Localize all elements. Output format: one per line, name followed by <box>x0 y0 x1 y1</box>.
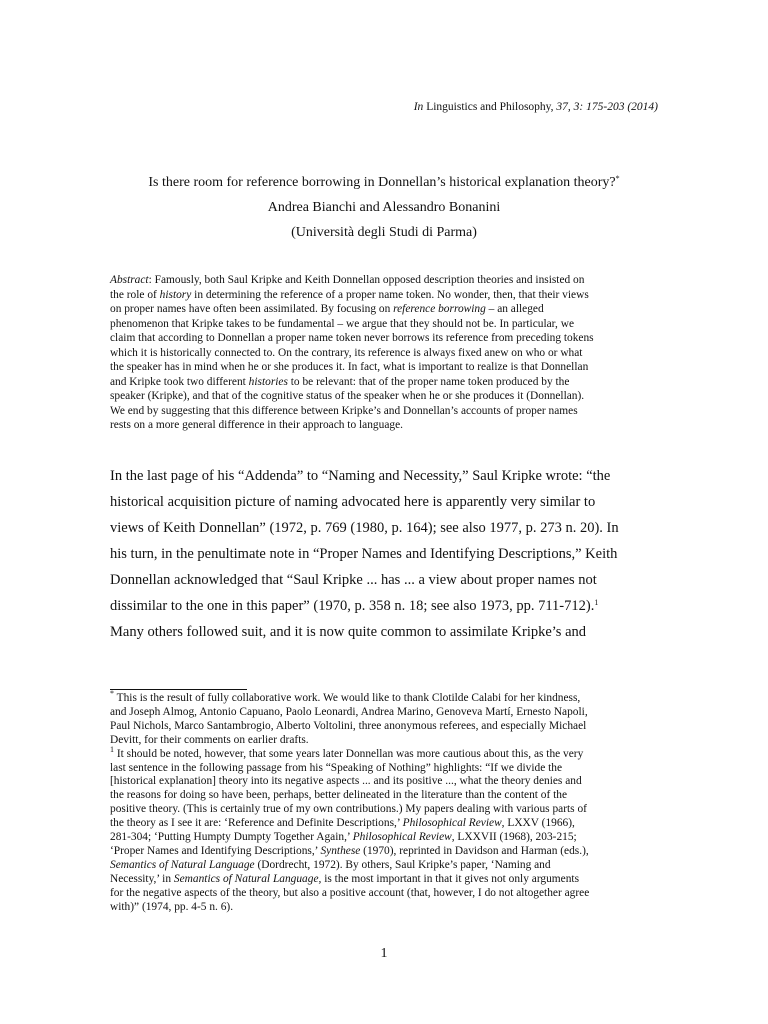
footnote-separator <box>110 689 247 690</box>
abstract-text: : Famously, both Saul Kripke and Keith Donnellan opposed description theories and insisted on <box>148 274 585 286</box>
footnote-marker-1: 1 <box>110 744 114 754</box>
body-line <box>110 593 658 619</box>
abstract-line: We end by suggesting that this difference between Kripke’s and Donnellan’s accounts of proper names <box>110 404 578 417</box>
abstract-emphasis: reference borrowing <box>393 303 486 315</box>
footnote-text: , LXXV (1966), <box>501 817 575 830</box>
footnote-line <box>110 744 658 762</box>
abstract-line <box>110 273 658 288</box>
abstract-line <box>110 302 658 317</box>
abstract <box>110 273 658 433</box>
footnote-line <box>110 859 658 873</box>
abstract-line: rests on a more general difference in their approach to language. <box>110 419 403 431</box>
footnote-line: with)” (1974, pp. 4-5 n. 6). <box>110 900 234 913</box>
body-line: In the last page of his “Addenda” to “Naming and Necessity,” Saul Kripke wrote: “the <box>110 468 611 484</box>
citation-in: In <box>413 101 424 113</box>
abstract-line: the speaker has in mind when he or she produces it. In fact, what is important to realize is that Donnellan <box>110 361 589 373</box>
abstract-text: – an alleged <box>485 303 544 315</box>
body-line: Donnellan acknowledged that “Saul Kripke ... has ... a view about proper names not <box>110 572 597 588</box>
footnote-line: last sentence in the following passage from his “Speaking of Nothing” highlights: “If we divide the <box>110 761 563 774</box>
footnote-line: Devitt, for their comments on earlier drafts. <box>110 733 309 746</box>
footnote-line <box>110 831 658 845</box>
footnote-line: positive theory. (This is certainly true of my own contributions.) My papers dealing with various parts of <box>110 803 587 816</box>
abstract-emphasis: histories <box>248 375 288 388</box>
footnote-line: for the negative aspects of the theory, but also a positive account (that, however, I do not altogether agree <box>110 886 590 899</box>
page-number: 1 <box>380 946 388 961</box>
abstract-text: in determining the reference of a proper name token. No wonder, then, that their views <box>191 288 589 301</box>
citation-journal: Linguistics and Philosophy, <box>423 101 554 113</box>
journal-citation <box>414 101 658 113</box>
abstract-label: Abstract <box>110 274 149 286</box>
paper-title <box>0 170 768 195</box>
footnote-text: This is the result of fully collaborative work. We would like to thank Clotilde Calabi for her kindness, <box>114 692 581 704</box>
footnote-line: and Joseph Almog, Antonio Capuano, Paolo Leonardi, Andrea Marino, Genoveva Martí, Ernesto Napoli, <box>110 705 588 718</box>
footnote-text: , LXXVII (1968), 203-215; <box>451 831 577 844</box>
footnote-text: Necessity,’ in <box>110 872 174 885</box>
body-line: his turn, in the penultimate note in “Proper Names and Identifying Descriptions,” Keith <box>110 546 618 562</box>
footnote-text: 281-304; ‘Putting Humpty Dumpty Together Again,’ <box>110 831 353 844</box>
authors: Andrea Bianchi and Alessandro Bonanini <box>267 200 501 215</box>
abstract-line: phenomenon that Kripke takes to be fundamental – we argue that they should not be. In particular, we <box>110 317 574 330</box>
body-line: historical acquisition picture of naming advocated here is apparently very similar to <box>110 494 596 510</box>
abstract-emphasis: history <box>159 288 192 301</box>
abstract-line: which it is historically connected to. On the contrary, its reference is always fixed anew on who or what <box>110 346 583 359</box>
footnote-line <box>110 817 658 831</box>
footnote-ref-1[interactable]: 1 <box>594 598 599 607</box>
affiliation: (Università degli Studi di Parma) <box>291 225 477 240</box>
abstract-line <box>110 288 658 303</box>
footnote-emphasis: Philosophical Review <box>352 831 452 844</box>
abstract-line <box>110 375 658 390</box>
title-block <box>0 170 768 245</box>
footnote-line <box>110 873 658 887</box>
footnote-text: (1970), reprinted in Davidson and Harman (eds.), <box>360 844 589 857</box>
abstract-line: speaker (Kripke), and that of the cognitive status of the speaker when he or she produces it (Donnellan). <box>110 390 585 402</box>
paper-title-text: Is there room for reference borrowing in Donnellan’s historical explanation theory? <box>148 175 616 190</box>
abstract-text: to be relevant: that of the proper name token produced by the <box>287 375 570 388</box>
footnote-emphasis: Semantics of Natural Language, <box>173 872 322 885</box>
footnote-text: is the most important in that it gives not only arguments <box>321 872 579 885</box>
citation-details: 37, 3: 175-203 (2014) <box>553 101 658 113</box>
footnote-text: ‘Proper Names and Identifying Descriptions,’ <box>110 844 321 857</box>
footnote-line: the reasons for doing so have been, perhaps, better delineated in the literature than the content of the <box>110 789 568 802</box>
footnote-marker-star: * <box>110 689 114 698</box>
body-text: dissimilar to the one in this paper” (1970, p. 358 n. 18; see also 1973, pp. 711-712). <box>110 598 595 614</box>
footnote-line: Paul Nichols, Marco Santambrogio, Alberto Voltolini, three anonymous referees, and especially Michael <box>110 719 587 732</box>
footnote-emphasis: Semantics of Natural Language <box>110 858 255 871</box>
body-paragraph <box>110 463 658 645</box>
footnote-emphasis: Synthese <box>320 844 361 857</box>
abstract-text: the role of <box>110 288 160 301</box>
footnote-text: the theory as I see it are: ‘Reference and Definite Descriptions,’ <box>110 817 403 830</box>
body-line: Many others followed suit, and it is now quite common to assimilate Kripke’s and <box>110 624 587 640</box>
abstract-text: on proper names have often been assimilated. By focusing on <box>110 303 394 315</box>
title-footnote-marker: * <box>615 174 620 183</box>
body-line: views of Keith Donnellan” (1972, p. 769 (1980, p. 164); see also 1977, p. 273 n. 20). In <box>110 520 619 536</box>
footnote-emphasis: Philosophical Review <box>402 817 502 830</box>
footnote-text: (Dordrecht, 1972). By others, Saul Kripke’s paper, ‘Naming and <box>254 858 551 871</box>
footnote-line <box>110 845 658 859</box>
abstract-text: and Kripke took two different <box>110 375 249 388</box>
footnote-line: [historical explanation] theory into its negative aspects ... and its positive ..., what the theory denies and <box>110 775 582 788</box>
footnotes <box>110 689 658 915</box>
footnote-text: It should be noted, however, that some years later Donnellan was more cautious about this, as the very <box>114 747 584 760</box>
footnote-line <box>110 689 658 706</box>
abstract-line: claim that according to Donnellan a proper name token never borrows its reference from preceding tokens <box>110 332 594 344</box>
